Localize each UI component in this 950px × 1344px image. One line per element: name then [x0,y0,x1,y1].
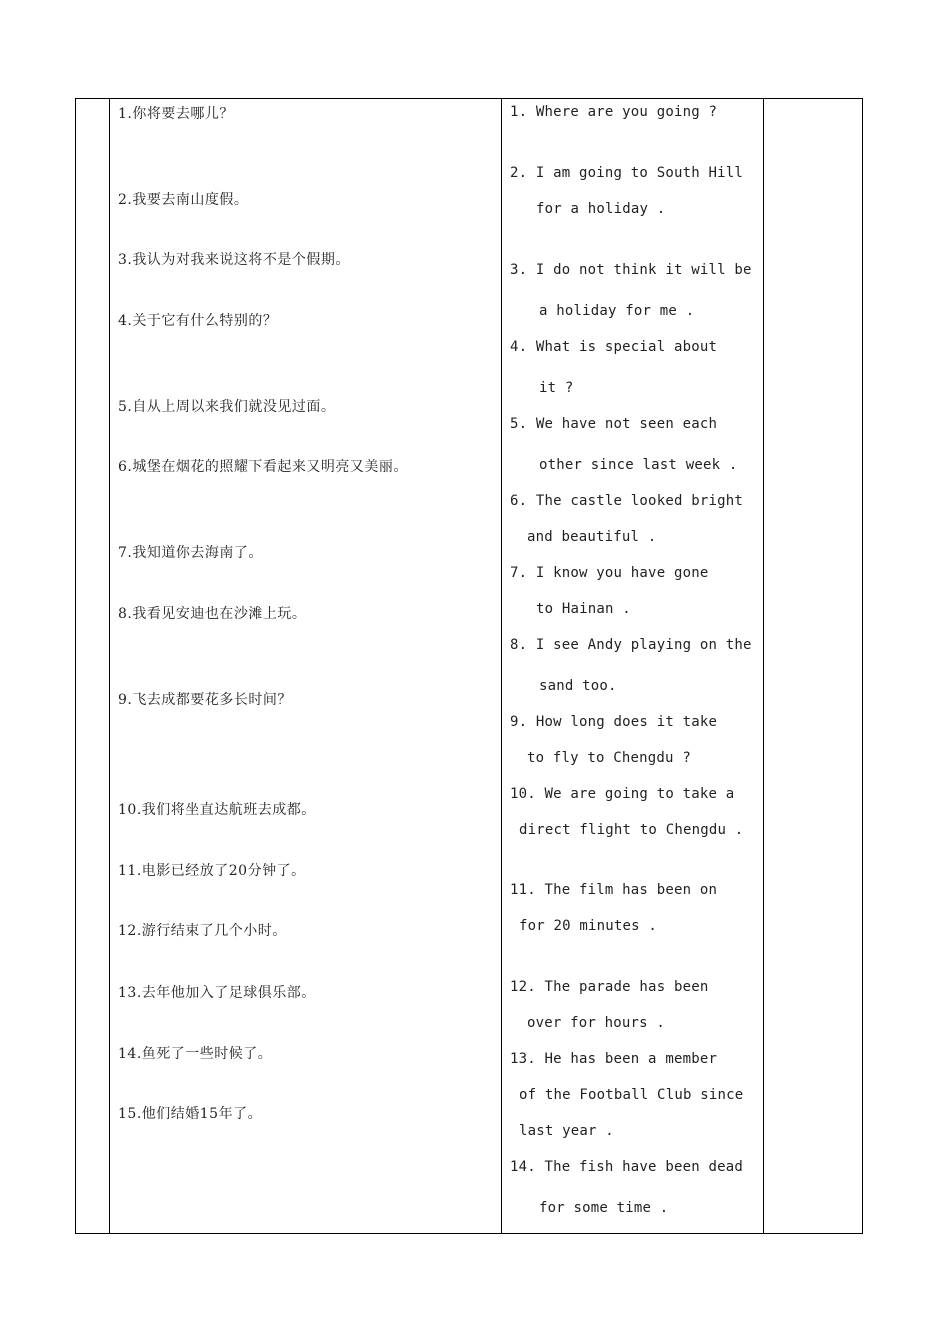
chinese-sentence: 8.我看见安迪也在沙滩上玩。 [118,606,307,622]
chinese-sentence: 9.飞去成都要花多长时间？ [118,692,292,708]
chinese-sentence: 3.我认为对我来说这将不是个假期。 [118,252,350,268]
english-line: of the Football Club since [519,1087,744,1103]
english-line: 5. We have not seen each [510,416,718,432]
chinese-sentence: 2.我要去南山度假。 [118,192,249,208]
english-line: to Hainan . [536,601,631,617]
english-line: direct flight to Chengdu . [519,822,744,838]
english-line: 13. He has been a member [510,1051,718,1067]
chinese-sentence: 7.我知道你去海南了。 [118,545,263,561]
english-line: 10. We are going to take a [510,786,735,802]
english-line: 2. I am going to South Hill [510,165,743,181]
english-line: for a holiday . [536,201,666,217]
chinese-sentence: 6.城堡在烟花的照耀下看起来又明亮又美丽。 [118,459,408,475]
english-line: other since last week . [539,457,738,473]
english-line: it ? [539,380,574,396]
english-line: 11. The film has been on [510,882,718,898]
chinese-sentence: 12.游行结束了几个小时。 [118,923,287,939]
english-line: sand too. [539,678,617,694]
english-line: for 20 minutes . [519,918,658,934]
english-line: 14. The fish have been dead [510,1159,743,1175]
english-line: 8. I see Andy playing on the [510,637,752,653]
chinese-sentence: 15.他们结婚15年了。 [118,1106,263,1122]
english-line: a holiday for me . [539,303,695,319]
english-line: over for hours . [527,1015,666,1031]
english-line: 4. What is special about [510,339,718,355]
english-line: 1. Where are you going ? [510,104,718,120]
english-line: 7. I know you have gone [510,565,709,581]
column-divider [501,99,502,1233]
chinese-sentence: 10.我们将坐直达航班去成都。 [118,802,316,818]
column-divider [109,99,110,1233]
chinese-sentence: 1.你将要去哪儿？ [118,106,234,122]
english-line: 9. How long does it take [510,714,718,730]
english-line: for some time . [539,1200,669,1216]
chinese-sentence: 11.电影已经放了20分钟了。 [118,863,306,879]
english-line: and beautiful . [527,529,657,545]
column-divider [763,99,764,1233]
english-line: 3. I do not think it will be [510,262,752,278]
chinese-sentence: 13.去年他加入了足球俱乐部。 [118,985,316,1001]
english-line: to fly to Chengdu ? [527,750,691,766]
english-line: last year . [519,1123,614,1139]
chinese-sentence: 5.自从上周以来我们就没见过面。 [118,399,336,415]
english-line: 12. The parade has been [510,979,709,995]
chinese-sentence: 14.鱼死了一些时候了。 [118,1046,273,1062]
chinese-sentence: 4.关于它有什么特别的？ [118,313,278,329]
english-line: 6. The castle looked bright [510,493,743,509]
